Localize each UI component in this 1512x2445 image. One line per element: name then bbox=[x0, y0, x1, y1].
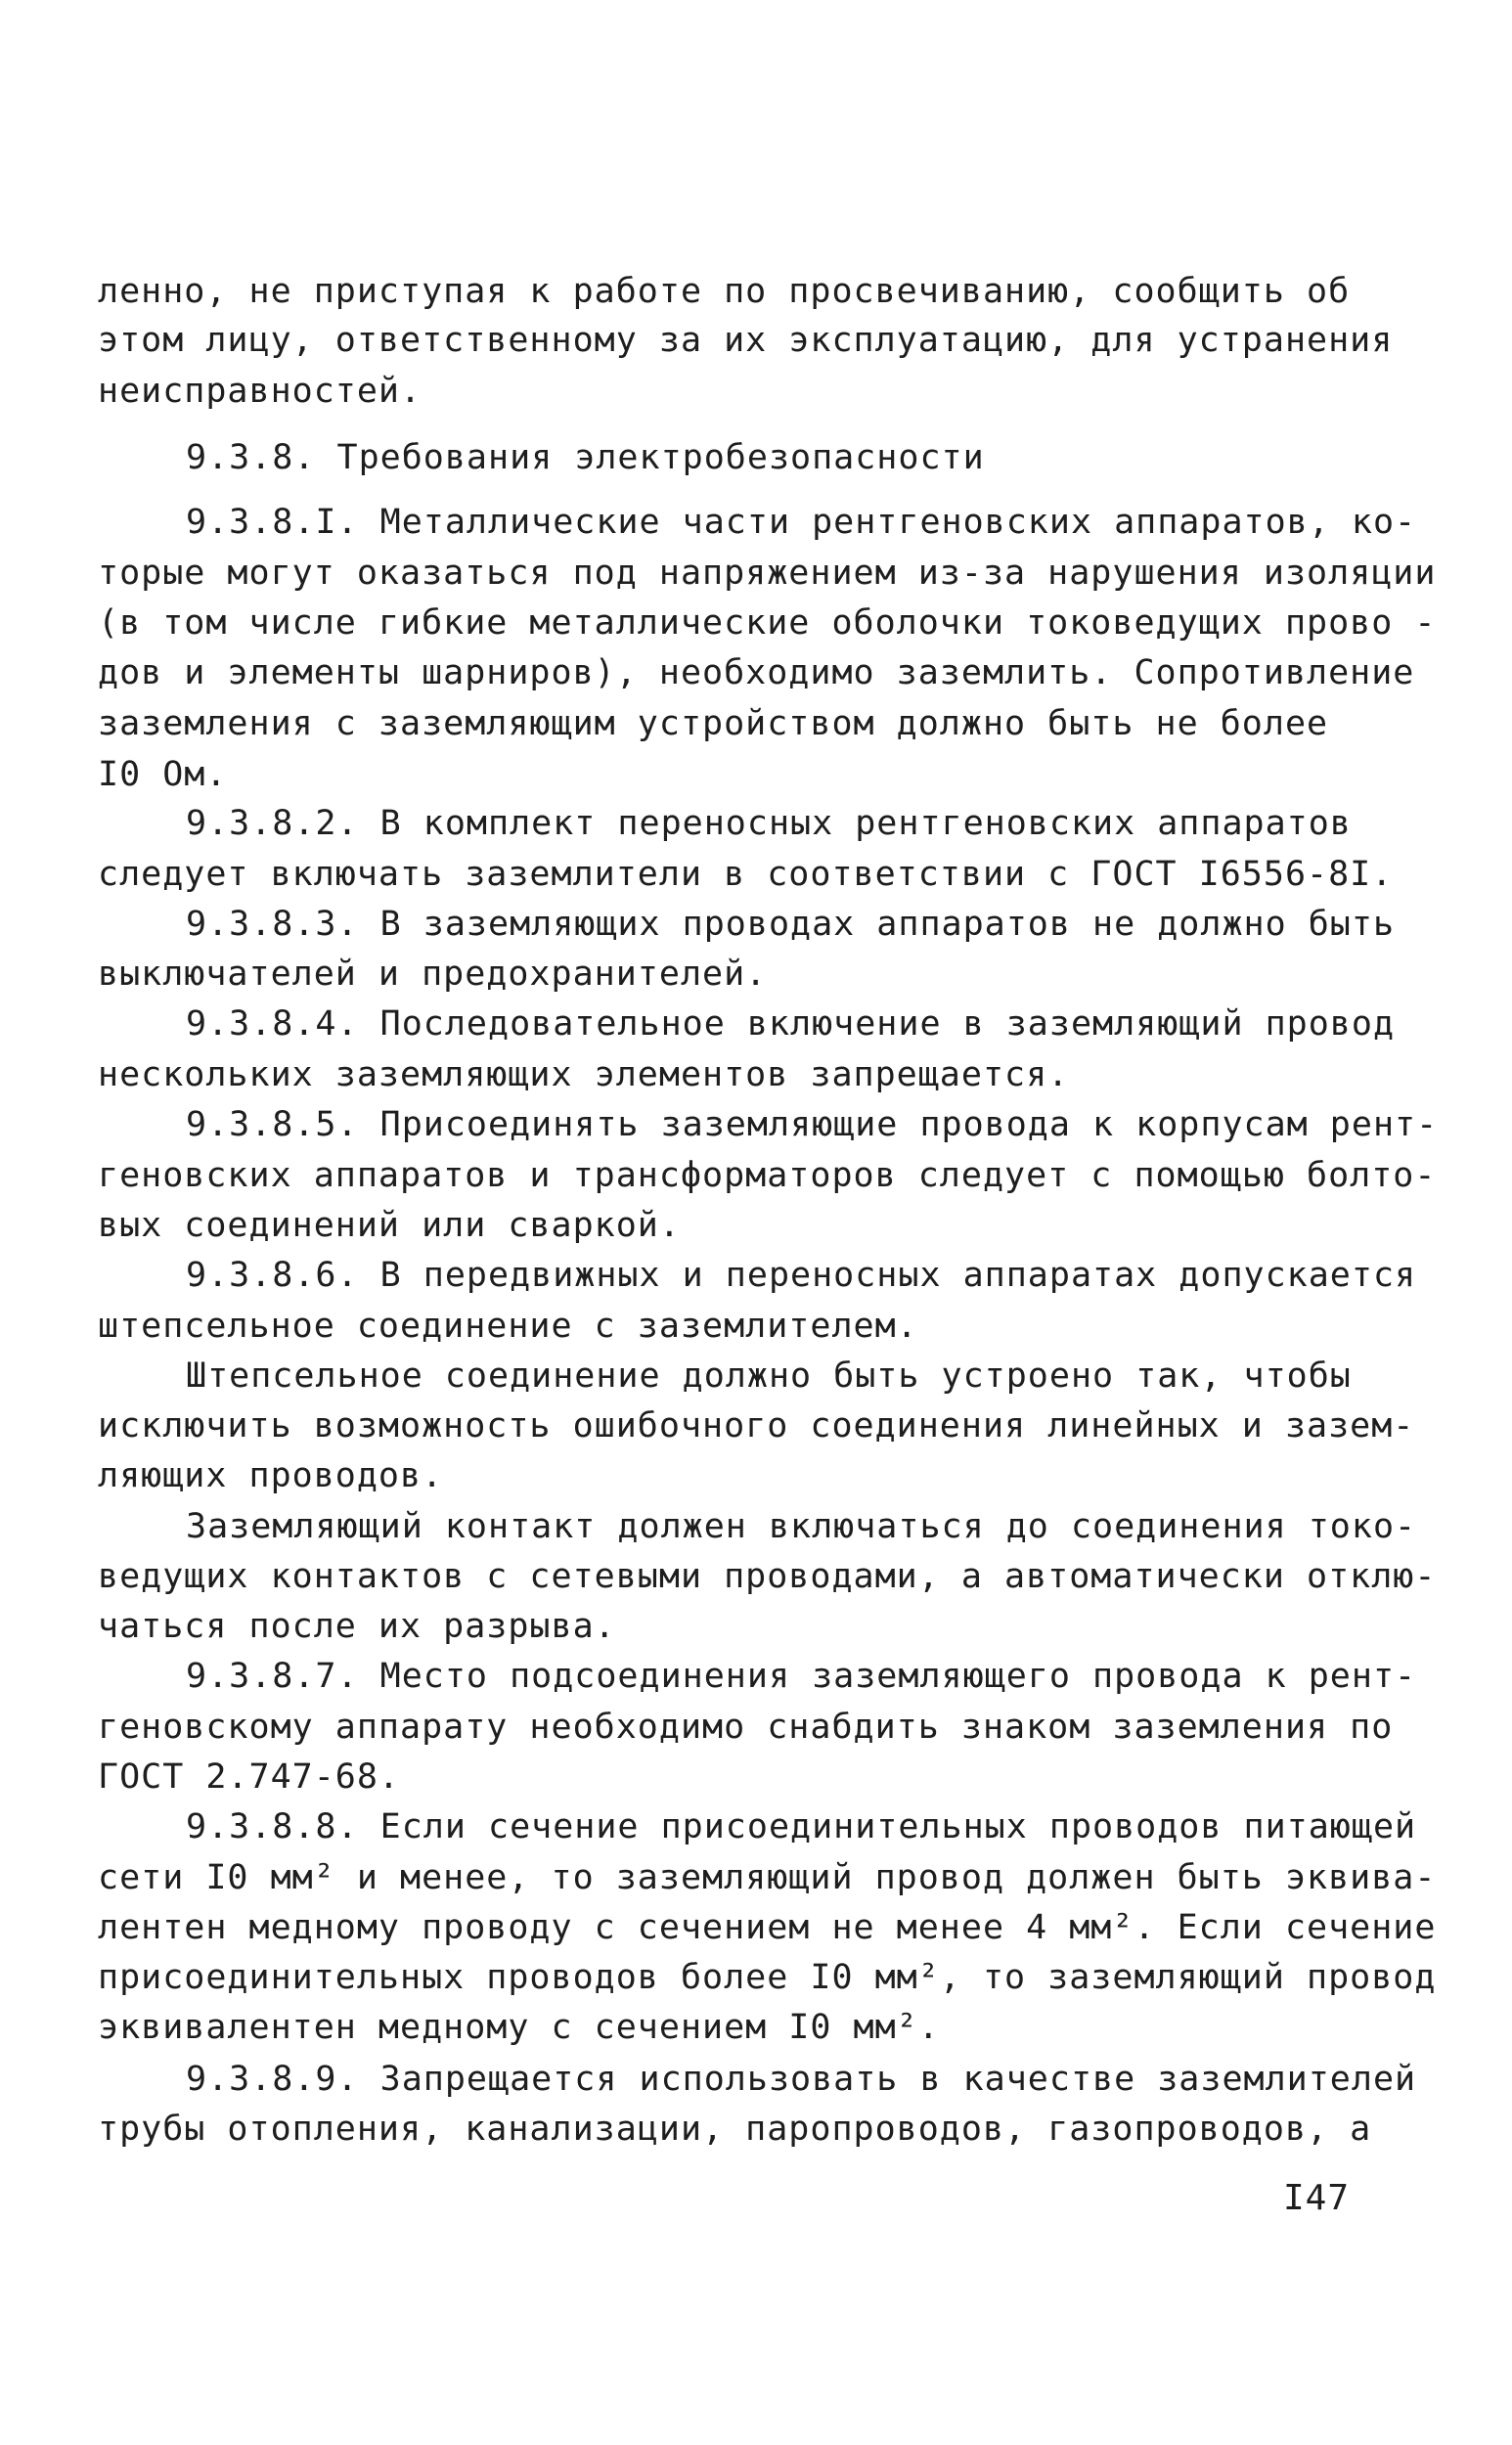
text-line: этом лицу, ответственному за их эксплуатацию, для устранения bbox=[98, 321, 1394, 360]
text-line: трубы отопления, канализации, паропроводов, газопроводов, а bbox=[98, 2110, 1372, 2149]
text-line: Штепсельное соединение должно быть устроено так, чтобы bbox=[186, 1356, 1352, 1396]
text-line: дов и элементы шарниров), необходимо заземлить. Сопротивление bbox=[98, 653, 1415, 692]
text-line: геновскому аппарату необходимо снабдить знаком заземления по bbox=[98, 1708, 1394, 1747]
text-line: ляющих проводов. bbox=[98, 1456, 444, 1495]
text-line: ГОСТ 2.747-68. bbox=[98, 1757, 401, 1797]
text-line: 9.3.8.6. В передвижных и переносных аппаратах допускается bbox=[186, 1256, 1417, 1295]
text-line: 9.3.8.3. В заземляющих проводах аппаратов не должно быть bbox=[186, 905, 1396, 944]
text-line: сети I0 мм² и менее, то заземляющий провод должен быть эквива- bbox=[98, 1858, 1437, 1897]
text-line: следует включать заземлители в соответствии с ГОСТ I6556-8I. bbox=[98, 855, 1394, 894]
text-line: 9.3.8.4. Последовательное включение в заземляющий провод bbox=[186, 1004, 1396, 1044]
text-line: присоединительных проводов более I0 мм², то заземляющий провод bbox=[98, 1958, 1437, 1997]
text-line: неисправностей. bbox=[98, 372, 422, 411]
text-line: чаться после их разрыва. bbox=[98, 1607, 616, 1646]
text-line: 9.3.8.I. Металлические части рентгеновских аппаратов, ко- bbox=[186, 503, 1417, 542]
text-line: нескольких заземляющих элементов запрещается. bbox=[98, 1055, 1070, 1094]
text-line: выключателей и предохранителей. bbox=[98, 955, 768, 994]
section-heading: 9.3.8. Требования электробезопасности bbox=[186, 438, 985, 477]
text-line: заземления с заземляющим устройством должно быть не более bbox=[98, 704, 1329, 743]
text-line: 9.3.8.2. В комплект переносных рентгеновских аппаратов bbox=[186, 804, 1352, 843]
text-line: (в том числе гибкие металлические оболочки токоведущих прово - bbox=[98, 603, 1437, 643]
page-number: I47 bbox=[1283, 2178, 1351, 2218]
text-line: штепсельное соединение с заземлителем. bbox=[98, 1307, 918, 1346]
text-line: торые могут оказаться под напряжением из-за нарушения изоляции bbox=[98, 554, 1437, 593]
text-line: вых соединений или сваркой. bbox=[98, 1206, 681, 1245]
text-line: геновских аппаратов и трансформаторов следует с помощью болто- bbox=[98, 1156, 1437, 1195]
text-line: лентен медному проводу с сечением не менее 4 мм². Если сечение bbox=[98, 1908, 1437, 1947]
text-line: 9.3.8.8. Если сечение присоединительных проводов питающей bbox=[186, 1807, 1417, 1846]
text-line: 9.3.8.5. Присоединять заземляющие провода к корпусам рент- bbox=[186, 1105, 1439, 1144]
text-line: исключить возможность ошибочного соединения линейных и зазем- bbox=[98, 1406, 1415, 1445]
text-line: эквивалентен медному с сечением I0 мм². bbox=[98, 2008, 940, 2047]
text-line: 9.3.8.7. Место подсоединения заземляющего провода к рент- bbox=[186, 1657, 1417, 1696]
text-line: ленно, не приступая к работе по просвечиванию, сообщить об bbox=[98, 272, 1351, 311]
text-line: 9.3.8.9. Запрещается использовать в качестве заземлителей bbox=[186, 2060, 1417, 2099]
text-line: I0 Ом. bbox=[98, 755, 228, 794]
text-line: Заземляющий контакт должен включаться до соединения токо- bbox=[186, 1507, 1417, 1546]
text-line: ведущих контактов с сетевыми проводами, а автоматически отклю- bbox=[98, 1557, 1437, 1596]
